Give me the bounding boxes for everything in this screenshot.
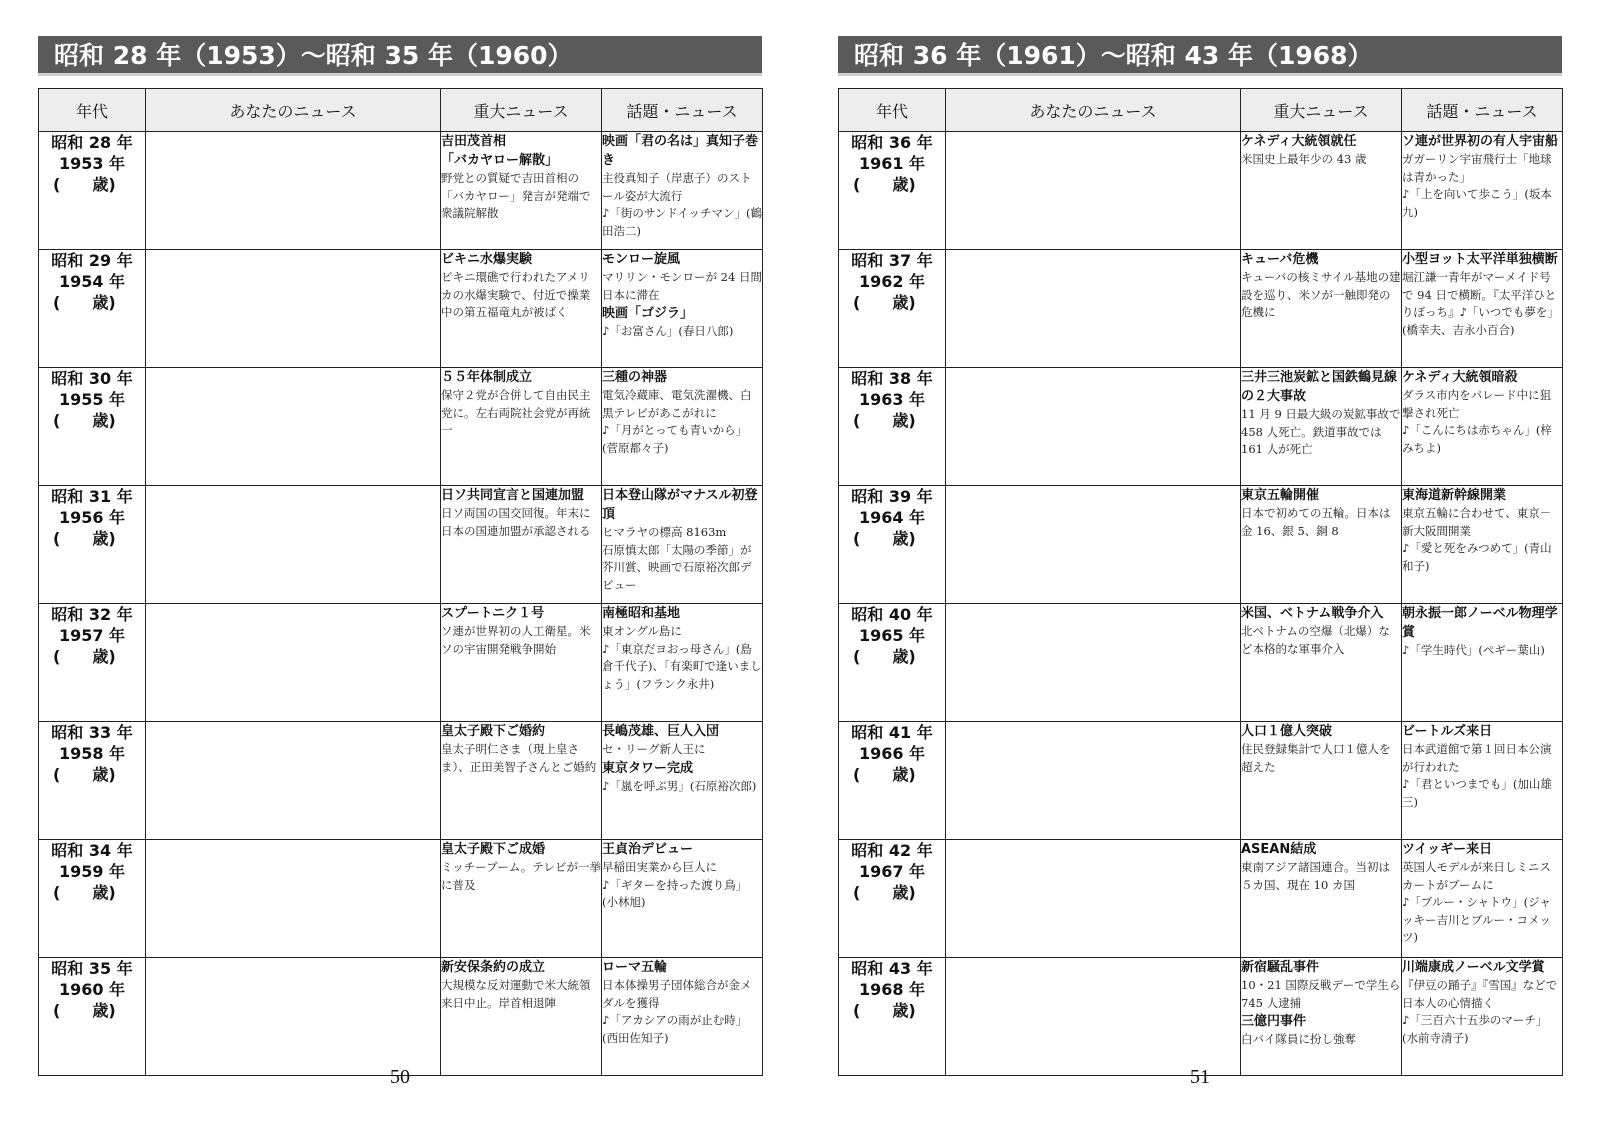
era-label: 昭和 36 年: [851, 133, 933, 152]
own-news-cell[interactable]: [946, 722, 1241, 840]
year-cell: [39, 250, 146, 368]
age-field: [39, 646, 145, 667]
news-headline: 長嶋茂雄、巨人入団: [602, 724, 720, 739]
news-body: ♪「こんにちは赤ちゃん」(梓みちよ): [1402, 423, 1552, 455]
news-headline: 日ソ共同宣言と国連加盟: [441, 488, 585, 503]
table-row: [839, 604, 1563, 722]
news-body: 白バイ隊員に扮し強奪: [1241, 1032, 1356, 1046]
news-headline: 「バカヤロー解散」: [441, 153, 559, 168]
news-body: 早稲田実業から巨人に: [602, 860, 717, 874]
topic-news-cell: [1402, 132, 1563, 250]
age-open: (: [853, 175, 861, 194]
age-open: (: [53, 411, 61, 430]
page-right: [838, 36, 1562, 1088]
era-label: 昭和 32 年: [51, 605, 133, 624]
year-cell: [39, 368, 146, 486]
own-news-cell[interactable]: [146, 250, 441, 368]
major-news-cell: [441, 368, 602, 486]
own-news-cell[interactable]: [146, 958, 441, 1076]
table-row: [39, 486, 763, 604]
topic-news-cell: [1402, 722, 1563, 840]
era-label: 昭和 28 年: [51, 133, 133, 152]
news-table: [838, 88, 1563, 1076]
news-headline: 米国、ベトナム戦争介入: [1241, 606, 1384, 621]
age-field: [839, 646, 945, 667]
page-number: 51: [1190, 1066, 1210, 1088]
news-body: 11 月 9 日最大級の炭鉱事故で 458 人死亡。鉄道事故では 161 人が死亡: [1241, 407, 1401, 456]
news-headline: ５５年体制成立: [441, 370, 533, 385]
news-body: 東南アジア諸国連合。当初は５カ国、現在 10 カ国: [1241, 860, 1391, 892]
year-cell: [39, 722, 146, 840]
table-header-row: [39, 89, 763, 132]
age-close: 歳): [92, 411, 116, 430]
news-headline: 川端康成ノーベル文学賞: [1402, 960, 1545, 975]
age-open: (: [53, 175, 61, 194]
news-body: 主役真知子（岸恵子）のストール姿が大流行: [602, 171, 752, 203]
year-label: 1955 年: [58, 390, 126, 409]
news-headline: ケネディ大統領就任: [1241, 134, 1357, 149]
own-news-cell[interactable]: [146, 486, 441, 604]
age-close: 歳): [892, 647, 916, 666]
table-row: [839, 250, 1563, 368]
news-headline: 映画「君の名は」真知子巻き: [602, 134, 759, 168]
news-body: 日本体操男子団体総合が金メダルを獲得: [602, 978, 752, 1010]
year-label: 1953 年: [58, 154, 126, 173]
news-headline: 南極昭和基地: [602, 606, 681, 621]
major-news-cell: [441, 132, 602, 250]
table-row: [839, 368, 1563, 486]
age-field: [39, 882, 145, 903]
news-headline: ローマ五輪: [602, 960, 668, 975]
table-row: [839, 132, 1563, 250]
header-year: 年代: [39, 89, 146, 132]
table-row: [39, 840, 763, 958]
age-field: [839, 882, 945, 903]
year-label: 1966 年: [858, 744, 926, 763]
age-field: [39, 174, 145, 195]
year-cell: [839, 604, 946, 722]
own-news-cell[interactable]: [946, 250, 1241, 368]
own-news-cell[interactable]: [146, 132, 441, 250]
year-label: 1961 年: [858, 154, 926, 173]
age-close: 歳): [892, 529, 916, 548]
topic-news-cell: [1402, 250, 1563, 368]
news-body: ♪「嵐を呼ぶ男」(石原裕次郎): [602, 778, 757, 793]
news-body: 10・21 国際反戦デーで学生ら 745 人逮捕: [1241, 978, 1401, 1010]
table-row: [839, 722, 1563, 840]
era-label: 昭和 38 年: [851, 369, 933, 388]
news-headline: ツイッギー来日: [1402, 842, 1493, 857]
page-title: 昭和 28 年（1953）～昭和 35 年（1960）: [38, 36, 762, 76]
age-open: (: [853, 1001, 861, 1020]
table-header-row: [839, 89, 1563, 132]
own-news-cell[interactable]: [946, 132, 1241, 250]
own-news-cell[interactable]: [946, 604, 1241, 722]
news-headline: 三億円事件: [1241, 1014, 1307, 1029]
era-label: 昭和 34 年: [51, 841, 133, 860]
year-cell: [39, 958, 146, 1076]
news-body: 堀江謙一青年がマーメイド号で 94 日で横断。『太平洋ひとりぼっち』♪「いつでも夢を」(橋幸夫、吉永小百合): [1402, 270, 1559, 337]
news-body: 日ソ両国の国交回復。年末に日本の国連加盟が承認される: [441, 506, 591, 538]
age-open: (: [53, 1001, 61, 1020]
news-body: ソ連が世界初の人工衛星。米ソの宇宙開発戦争開始: [441, 624, 591, 656]
age-close: 歳): [92, 647, 116, 666]
news-headline: 日本登山隊がマナスル初登頂: [602, 488, 758, 522]
news-table: [38, 88, 763, 1076]
news-body: ダラス市内をパレード中に狙撃され死亡: [1402, 388, 1552, 420]
age-close: 歳): [892, 1001, 916, 1020]
age-open: (: [853, 647, 861, 666]
year-cell: [839, 250, 946, 368]
era-label: 昭和 43 年: [851, 959, 933, 978]
year-label: 1954 年: [58, 272, 126, 291]
own-news-cell[interactable]: [946, 486, 1241, 604]
news-headline: 東京タワー完成: [602, 760, 694, 776]
major-news-cell: [441, 840, 602, 958]
news-headline: ASEAN結成: [1241, 842, 1317, 857]
age-close: 歳): [92, 883, 116, 902]
header-major-news: 重大ニュース: [441, 89, 602, 132]
news-body: ♪「月がとっても青いから」(菅原都々子): [602, 423, 748, 455]
major-news-cell: [1241, 132, 1402, 250]
table-row: [839, 958, 1563, 1076]
news-body: 日本武道館で第１回日本公演が行われた: [1402, 742, 1552, 774]
news-headline: スプートニク１号: [441, 606, 545, 621]
major-news-cell: [1241, 368, 1402, 486]
page-number: 50: [390, 1066, 410, 1088]
news-body: ♪「ブルー・シャトウ」(ジャッキー吉川とブルー・コメッツ): [1402, 895, 1552, 944]
major-news-cell: [1241, 840, 1402, 958]
table-row: [39, 132, 763, 250]
news-headline: 三種の神器: [602, 370, 668, 385]
news-body: 住民登録集計で人口１億人を超えた: [1241, 742, 1391, 774]
age-close: 歳): [92, 765, 116, 784]
topic-news-cell: [602, 958, 763, 1076]
age-open: (: [53, 293, 61, 312]
year-label: 1956 年: [58, 508, 126, 527]
major-news-cell: [1241, 250, 1402, 368]
news-headline: 三井三池炭鉱と国鉄鶴見線の２大事故: [1241, 370, 1398, 404]
era-label: 昭和 33 年: [51, 723, 133, 742]
news-headline: 朝永振一郎ノーベル物理学賞: [1402, 606, 1558, 640]
news-body: 北ベトナムの空爆（北爆）など本格的な軍事介入: [1241, 624, 1390, 656]
table-row: [39, 958, 763, 1076]
news-body: 大規模な反対運動で米大統領来日中止。岸首相退陣: [441, 978, 591, 1010]
news-body: 米国史上最年少の 43 歳: [1241, 152, 1367, 166]
year-cell: [839, 840, 946, 958]
table-row: [39, 250, 763, 368]
age-field: [839, 292, 945, 313]
year-cell: [39, 840, 146, 958]
own-news-cell[interactable]: [146, 604, 441, 722]
topic-news-cell: [1402, 840, 1563, 958]
major-news-cell: [1241, 486, 1402, 604]
news-body: キューバの核ミサイル基地の建設を巡り、米ソが一触即発の危機に: [1241, 270, 1401, 319]
age-close: 歳): [92, 1001, 116, 1020]
era-label: 昭和 37 年: [851, 251, 933, 270]
age-open: (: [53, 765, 61, 784]
news-body: 野党との質疑で吉田首相の「バカヤロー」発言が発端で衆議院解散: [441, 171, 591, 220]
news-body: 日本で初めての五輪。日本は金 16、銀 5、銅 8: [1241, 506, 1391, 538]
news-headline: ビキニ水爆実験: [441, 252, 533, 267]
era-label: 昭和 42 年: [851, 841, 933, 860]
news-body: 皇太子明仁さま（現上皇さま）、正田美智子さんとご婚約: [441, 742, 597, 774]
age-field: [39, 528, 145, 549]
news-headline: 小型ヨット太平洋単独横断: [1402, 252, 1558, 267]
year-cell: [839, 486, 946, 604]
page-left: [38, 36, 762, 1088]
year-label: 1960 年: [58, 980, 126, 999]
age-close: 歳): [892, 411, 916, 430]
year-cell: [39, 486, 146, 604]
news-headline: 皇太子殿下ご婚約: [441, 724, 546, 739]
age-field: [839, 764, 945, 785]
era-label: 昭和 30 年: [51, 369, 133, 388]
age-field: [39, 410, 145, 431]
own-news-cell[interactable]: [946, 368, 1241, 486]
age-open: (: [53, 883, 61, 902]
news-body: マリリン・モンローが 24 日間日本に滞在: [602, 270, 762, 302]
age-open: (: [853, 883, 861, 902]
major-news-cell: [1241, 604, 1402, 722]
year-cell: [839, 368, 946, 486]
news-headline: 吉田茂首相: [441, 134, 507, 149]
age-close: 歳): [892, 883, 916, 902]
own-news-cell[interactable]: [146, 368, 441, 486]
topic-news-cell: [1402, 958, 1563, 1076]
news-body: 英国人モデルが来日しミニスカートがブームに: [1402, 860, 1551, 892]
year-label: 1968 年: [858, 980, 926, 999]
news-headline: 人口１億人突破: [1241, 724, 1333, 739]
age-field: [839, 1000, 945, 1021]
news-headline: 王貞治デビュー: [602, 842, 694, 857]
table-row: [39, 722, 763, 840]
news-body: ヒマラヤの標高 8163m: [602, 525, 727, 539]
news-headline: キューバ危機: [1241, 252, 1319, 267]
age-field: [39, 1000, 145, 1021]
news-body: ガガーリン宇宙飛行士「地球は青かった」: [1402, 152, 1552, 184]
news-headline: 東海道新幹線開業: [1402, 488, 1507, 503]
major-news-cell: [441, 486, 602, 604]
news-headline: 映画「ゴジラ」: [602, 306, 694, 321]
table-row: [39, 368, 763, 486]
news-body: ♪「お富さん」(春日八郎): [602, 324, 734, 338]
page-title: 昭和 36 年（1961）～昭和 43 年（1968）: [838, 36, 1562, 76]
table-row: [39, 604, 763, 722]
news-headline: 東京五輪開催: [1241, 488, 1320, 503]
age-field: [839, 174, 945, 195]
age-close: 歳): [92, 529, 116, 548]
year-cell: [839, 132, 946, 250]
age-field: [839, 410, 945, 431]
year-label: 1963 年: [858, 390, 926, 409]
age-open: (: [53, 529, 61, 548]
news-body: 保守２党が合併して自由民主党に。左右両院社会党が再統一: [441, 388, 591, 437]
age-close: 歳): [92, 293, 116, 312]
news-body: 『伊豆の踊子』『雪国』などで日本人の心情描く: [1402, 978, 1558, 1010]
age-open: (: [853, 765, 861, 784]
news-body: セ・リーグ新人王に: [602, 742, 706, 756]
age-field: [839, 528, 945, 549]
age-open: (: [53, 647, 61, 666]
topic-news-cell: [602, 722, 763, 840]
news-body: ミッチーブーム。テレビが一挙に普及: [441, 860, 601, 892]
major-news-cell: [1241, 722, 1402, 840]
header-year: 年代: [839, 89, 946, 132]
header-major-news: 重大ニュース: [1241, 89, 1402, 132]
era-label: 昭和 40 年: [851, 605, 933, 624]
year-label: 1958 年: [58, 744, 126, 763]
major-news-cell: [1241, 958, 1402, 1076]
header-topic-news: 話題・ニュース: [1402, 89, 1563, 132]
own-news-cell[interactable]: [146, 840, 441, 958]
year-cell: [39, 132, 146, 250]
topic-news-cell: [1402, 368, 1563, 486]
header-own-news: あなたのニュース: [946, 89, 1241, 132]
year-label: 1957 年: [58, 626, 126, 645]
topic-news-cell: [602, 604, 763, 722]
year-label: 1959 年: [58, 862, 126, 881]
news-headline: モンロー旋風: [602, 252, 681, 267]
own-news-cell[interactable]: [946, 840, 1241, 958]
news-body: ♪「上を向いて歩こう」(坂本九): [1402, 187, 1552, 219]
news-headline: ケネディ大統領暗殺: [1402, 370, 1518, 385]
news-headline: 新安保条約の成立: [441, 960, 546, 975]
news-body: ♪「三百六十五歩のマーチ」(水前寺清子): [1402, 1013, 1548, 1045]
age-open: (: [853, 411, 861, 430]
year-label: 1964 年: [858, 508, 926, 527]
topic-news-cell: [602, 368, 763, 486]
news-body: ♪「街のサンドイッチマン」(鶴田浩二): [602, 206, 762, 238]
news-body: ♪「アカシアの雨が止む時」(西田佐知子): [602, 1013, 748, 1045]
news-body: ♪「愛と死をみつめて」(青山和子): [1402, 541, 1552, 573]
news-body: ビキニ環礁で行われたアメリカの水爆実験で、付近で操業中の第五福竜丸が被ばく: [441, 270, 591, 319]
topic-news-cell: [602, 486, 763, 604]
year-label: 1967 年: [858, 862, 926, 881]
news-headline: ソ連が世界初の有人宇宙船: [1402, 134, 1559, 149]
news-body: 東オングル島に: [602, 624, 682, 638]
news-body: 東京五輪に合わせて、東京－新大阪間開業: [1402, 506, 1552, 538]
year-label: 1962 年: [858, 272, 926, 291]
era-label: 昭和 29 年: [51, 251, 133, 270]
age-field: [39, 292, 145, 313]
topic-news-cell: [1402, 486, 1563, 604]
own-news-cell[interactable]: [146, 722, 441, 840]
news-headline: 新宿騒乱事件: [1241, 960, 1320, 975]
table-row: [839, 840, 1563, 958]
year-cell: [839, 958, 946, 1076]
major-news-cell: [441, 958, 602, 1076]
age-close: 歳): [892, 175, 916, 194]
year-cell: [839, 722, 946, 840]
news-body: ♪「学生時代」(ペギー葉山): [1402, 643, 1545, 657]
news-body: ♪「ギターを持った渡り鳥」(小林旭): [602, 877, 748, 909]
news-body: 電気冷蔵庫、電気洗濯機、白黒テレビがあこがれに: [602, 388, 752, 420]
news-body: ♪「君といつまでも」(加山雄三): [1402, 777, 1552, 809]
header-topic-news: 話題・ニュース: [602, 89, 763, 132]
age-close: 歳): [892, 293, 916, 312]
news-headline: ビートルズ来日: [1402, 724, 1493, 739]
topic-news-cell: [602, 840, 763, 958]
news-headline: 皇太子殿下ご成婚: [441, 842, 546, 857]
age-field: [39, 764, 145, 785]
topic-news-cell: [1402, 604, 1563, 722]
era-label: 昭和 41 年: [851, 723, 933, 742]
era-label: 昭和 31 年: [51, 487, 133, 506]
news-body: ♪「東京だヨおっ母さん」(島倉千代子)、「有楽町で逢いましょう」(フランク永井): [602, 641, 762, 691]
era-label: 昭和 39 年: [851, 487, 933, 506]
age-open: (: [853, 293, 861, 312]
era-label: 昭和 35 年: [51, 959, 133, 978]
year-label: 1965 年: [858, 626, 926, 645]
topic-news-cell: [602, 250, 763, 368]
age-close: 歳): [892, 765, 916, 784]
major-news-cell: [441, 722, 602, 840]
news-body: 石原慎太郎「太陽の季節」が芥川賞、映画で石原裕次郎デビュー: [602, 542, 752, 592]
age-close: 歳): [92, 175, 116, 194]
topic-news-cell: [602, 132, 763, 250]
age-open: (: [853, 529, 861, 548]
major-news-cell: [441, 250, 602, 368]
major-news-cell: [441, 604, 602, 722]
own-news-cell[interactable]: [946, 958, 1241, 1076]
header-own-news: あなたのニュース: [146, 89, 441, 132]
table-row: [839, 486, 1563, 604]
year-cell: [39, 604, 146, 722]
